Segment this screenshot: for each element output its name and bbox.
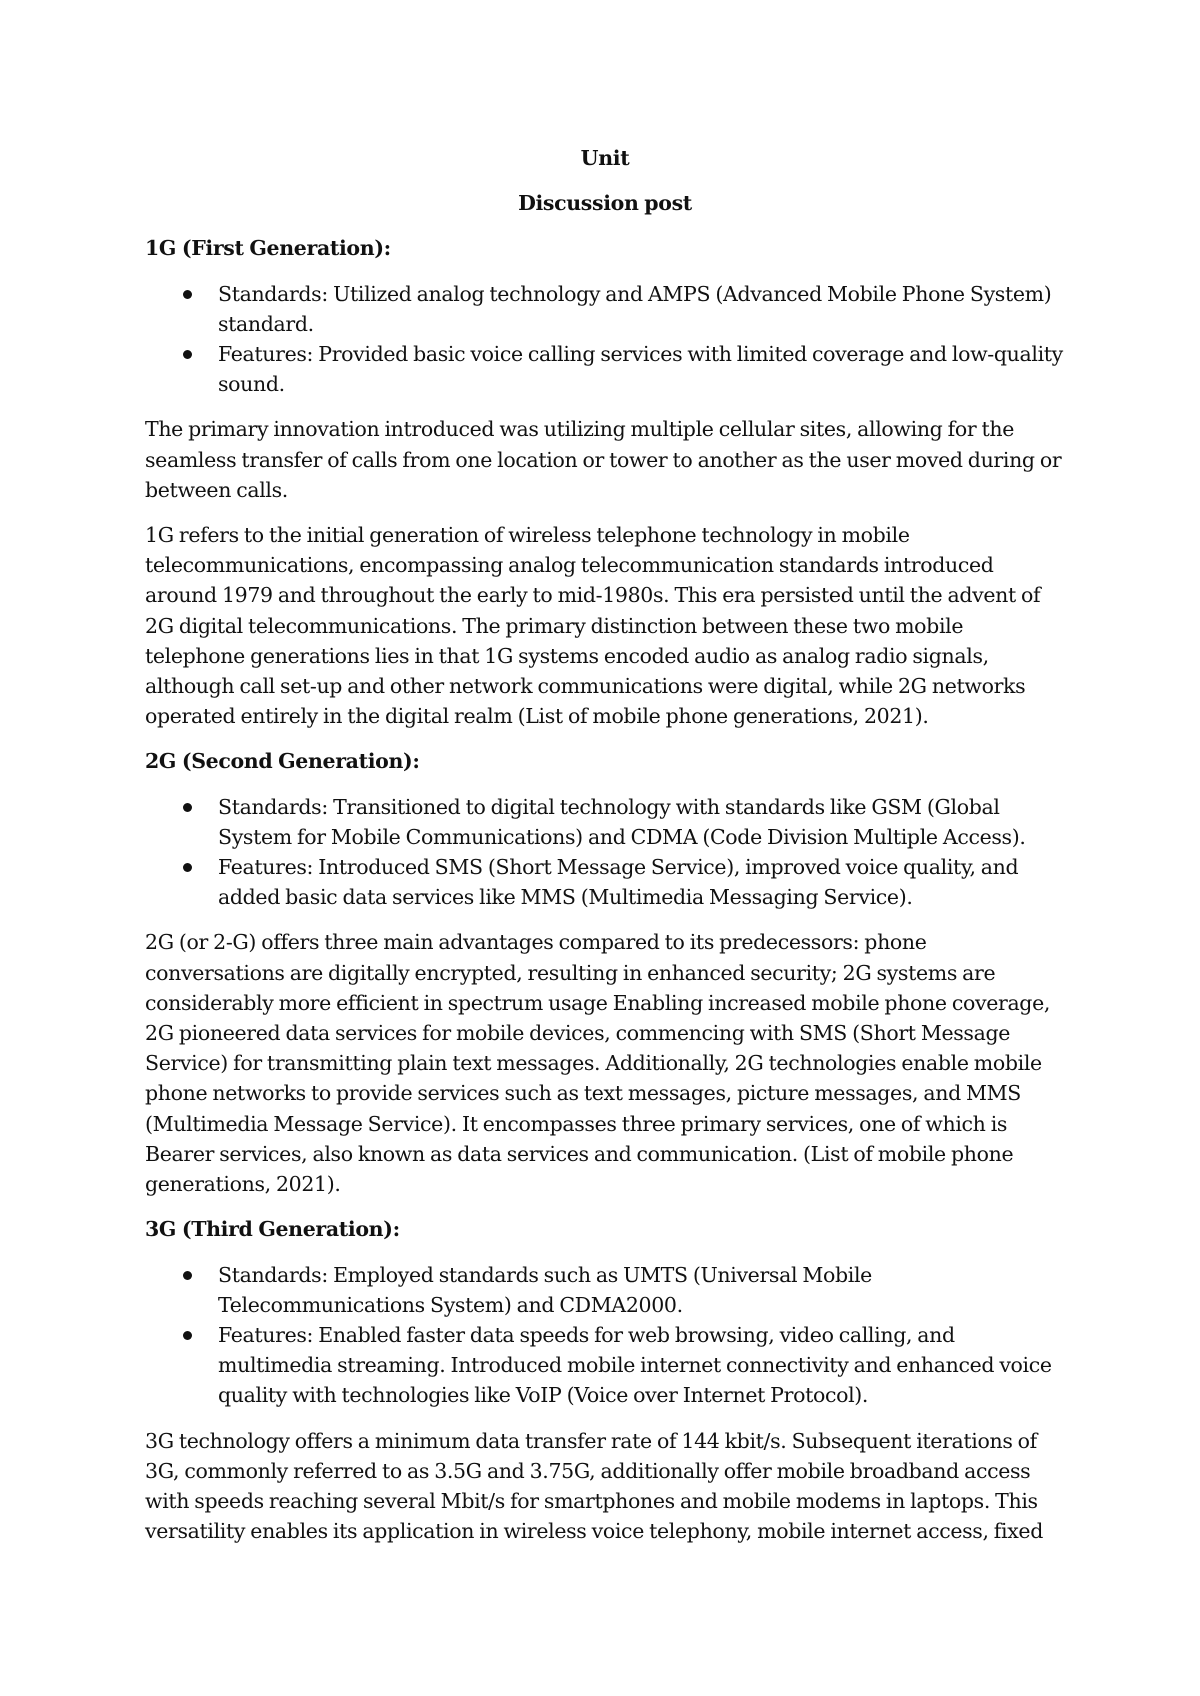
- bullet-item: [145, 339, 1065, 399]
- section-heading-1g: 1G (First Generation):: [145, 236, 391, 261]
- bullet-item: [145, 792, 1065, 852]
- section-heading-2g: 2G (Second Generation):: [145, 749, 420, 774]
- paragraph: 2G (or 2-G) offers three main advantages compared to its predecessors: phone conversations are digitally encrypted, resulting in enhanced security; 2G systems are considerably more efficient in spectrum usage Enabling increased mobile phone coverage, 2G pioneered data services for mobile devices, commencing with SMS (Short Message Service) for transmitting plain text messages. Additionally, 2G technologies enable mobile phone networks to provide services such as text messages, picture messages, and MMS (Multimedia Message Service). It encompasses three primary services, one of which is Bearer services, also known as data services and communication. (List of mobile phone generations, 2021).: [145, 930, 1051, 1197]
- bullet-text: Features: Provided basic voice calling services with limited coverage and low-quality sound.: [218, 342, 1063, 397]
- bullet-icon: [183, 290, 192, 299]
- document-title: Unit: [580, 146, 630, 170]
- bullet-text: Features: Enabled faster data speeds for web browsing, video calling, and multimedia streaming. Introduced mobile internet connectivity and enhanced voice quality with technologies like VoIP (Voice over Internet Protocol).: [218, 1322, 1052, 1408]
- paragraph: 3G technology offers a minimum data transfer rate of 144 kbit/s. Subsequent iterations of 3G, commonly referred to as 3.5G and 3.75G, additionally offer mobile broadband access with speeds reaching several Mbit/s for smartphones and mobile modems in laptops. This versatility enables its application in wireless voice telephony, mobile internet access, fixed: [145, 1428, 1043, 1544]
- bullet-item: [145, 852, 1065, 912]
- section-heading-3g: 3G (Third Generation):: [145, 1217, 400, 1242]
- bullet-text: Standards: Employed standards such as UMTS (Universal Mobile Telecommunications System) and CDMA2000.: [218, 1262, 872, 1317]
- bullet-icon: [183, 863, 192, 872]
- bullet-list-3g: [145, 1260, 1065, 1411]
- bullet-icon: [183, 350, 192, 359]
- bullet-item: [145, 279, 1065, 339]
- bullet-icon: [183, 1331, 192, 1340]
- section-2g: [145, 746, 1065, 1199]
- bullet-list-1g: [145, 279, 1065, 400]
- bullet-icon: [183, 1271, 192, 1280]
- bullet-text: Features: Introduced SMS (Short Message Service), improved voice quality, and added basic data services like MMS (Multimedia Messaging Service).: [218, 855, 1019, 910]
- section-1g: [145, 233, 1065, 731]
- section-3g: [145, 1214, 1065, 1546]
- paragraph: The primary innovation introduced was utilizing multiple cellular sites, allowing for the seamless transfer of calls from one location or tower to another as the user moved during or between calls.: [145, 417, 1062, 502]
- document-subtitle: Discussion post: [518, 191, 692, 216]
- bullet-icon: [183, 803, 192, 812]
- document-body: [145, 143, 1065, 1561]
- bullet-text: Standards: Transitioned to digital technology with standards like GSM (Global System for Mobile Communications) and CDMA (Code Division Multiple Access).: [218, 794, 1026, 849]
- paragraph: 1G refers to the initial generation of wireless telephone technology in mobile telecommunications, encompassing analog telecommunication standards introduced around 1979 and throughout the early to mid-1980s. This era persisted until the advent of 2G digital telecommunications. The primary distinction between these two mobile telephone generations lies in that 1G systems encoded audio as analog radio signals, although call set-up and other network communications were digital, while 2G networks operated entirely in the digital realm (List of mobile phone generations, 2021).: [145, 523, 1041, 729]
- bullet-list-2g: [145, 792, 1065, 913]
- bullet-item: [145, 1320, 1065, 1411]
- bullet-text: Standards: Utilized analog technology and AMPS (Advanced Mobile Phone System) standard.: [218, 281, 1052, 336]
- bullet-item: [145, 1260, 1065, 1320]
